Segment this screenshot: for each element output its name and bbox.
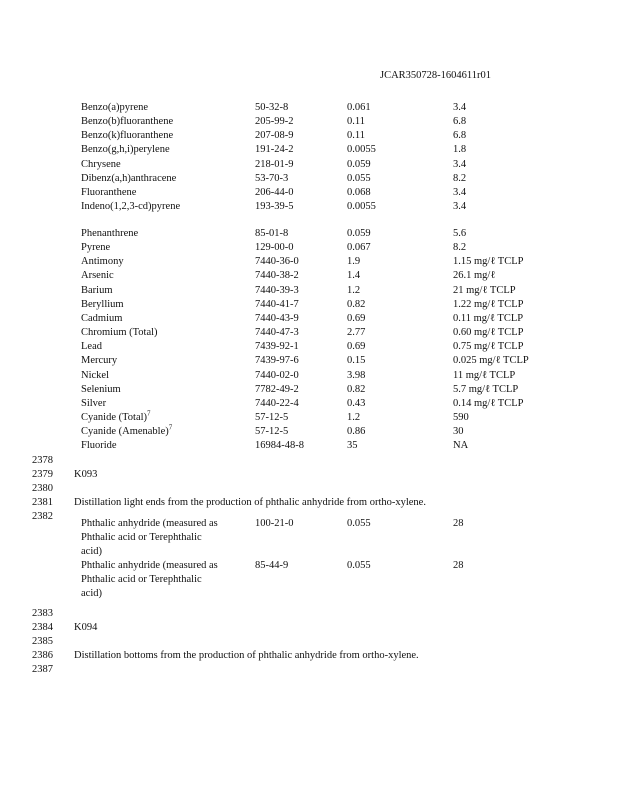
constituent-name: Phenanthrene <box>81 228 139 239</box>
table-row <box>0 299 621 313</box>
nonwastewater-value: 1.15 mg/ℓ TCLP <box>453 256 524 268</box>
constituent-name: Fluoranthene <box>81 186 137 198</box>
cas-number: 218-01-9 <box>255 158 294 170</box>
wastewater-value: 1.4 <box>347 270 361 282</box>
constituent-name: Chrysene <box>81 158 121 170</box>
table-row <box>0 398 621 412</box>
wastewater-value: 0.0055 <box>347 144 376 156</box>
cas-number: 7439-97-6 <box>255 355 299 367</box>
waste-code-k093: K093 <box>74 469 98 480</box>
wastewater-value: 0.69 <box>347 312 366 324</box>
nonwastewater-value: 1.22 mg/ℓ TCLP <box>453 298 524 310</box>
constituent-name: Pyrene <box>81 242 111 254</box>
nonwastewater-value: 11 mg/ℓ TCLP <box>453 369 516 381</box>
wastewater-value: 0.067 <box>347 242 371 254</box>
line-number: 2386 <box>32 650 53 661</box>
line-number: 2383 <box>32 608 53 619</box>
constituent-name: Selenium <box>81 383 121 395</box>
constituent-name: Chromium (Total) <box>81 327 158 339</box>
cas-number: 207-08-9 <box>255 130 294 142</box>
wastewater-value: 3.98 <box>347 369 366 381</box>
wastewater-value: 0.0055 <box>347 201 376 213</box>
wastewater-value: 0.061 <box>347 102 371 113</box>
constituent-name: acid) <box>81 546 102 557</box>
line-number: 2382 <box>32 511 53 522</box>
table-row <box>0 370 621 384</box>
waste-code-k094: K094 <box>74 622 98 633</box>
table-row <box>0 159 621 173</box>
wastewater-value: 0.055 <box>347 172 371 184</box>
nonwastewater-value: 0.11 mg/ℓ TCLP <box>453 312 524 324</box>
cas-number: 50-32-8 <box>255 102 289 113</box>
wastewater-value: 2.77 <box>347 327 366 339</box>
nonwastewater-value: 3.4 <box>453 186 467 198</box>
cas-number: 7440-43-9 <box>255 312 299 324</box>
nonwastewater-value: 21 mg/ℓ TCLP <box>453 284 516 296</box>
nonwastewater-value: 6.8 <box>453 130 467 142</box>
cas-number: 7440-41-7 <box>255 298 299 310</box>
table-row <box>0 384 621 398</box>
wastewater-value: 1.2 <box>347 411 361 423</box>
constituent-name: Barium <box>81 284 113 296</box>
wastewater-value: 0.068 <box>347 186 371 198</box>
nonwastewater-value: 30 <box>453 426 464 438</box>
nonwastewater-value: 26.1 mg/ℓ <box>453 270 496 282</box>
constituent-name: Benzo(b)fluoranthene <box>81 116 174 128</box>
nonwastewater-value: 28 <box>453 518 464 529</box>
cas-number: 85-01-8 <box>255 228 289 239</box>
line-number: 2378 <box>32 455 53 466</box>
constituent-name: Antimony <box>81 256 124 268</box>
constituent-name: Benzo(k)fluoranthene <box>81 130 174 142</box>
wastewater-value: 0.82 <box>347 298 366 310</box>
cas-number: 57-12-5 <box>255 426 289 438</box>
cas-number: 57-12-5 <box>255 411 289 423</box>
constituent-name: Mercury <box>81 355 118 367</box>
table-row <box>0 409 621 426</box>
table-row <box>0 228 621 242</box>
wastewater-value: 0.055 <box>347 560 371 571</box>
constituent-name: Phthalic acid or Terephthalic <box>81 532 202 543</box>
cas-number: 7440-38-2 <box>255 270 299 282</box>
table-row <box>0 130 621 144</box>
wastewater-value: 0.11 <box>347 130 365 142</box>
nonwastewater-value: 0.75 mg/ℓ TCLP <box>453 341 524 353</box>
cas-number: 7782-49-2 <box>255 383 299 395</box>
table-row <box>0 116 621 130</box>
wastewater-value: 0.86 <box>347 426 366 438</box>
constituent-name: Beryllium <box>81 298 124 310</box>
line-number: 2381 <box>32 497 53 508</box>
constituent-name: Cadmium <box>81 312 123 324</box>
nonwastewater-value: 6.8 <box>453 116 467 128</box>
constituent-name: Benzo(a)pyrene <box>81 102 149 113</box>
table-row <box>0 341 621 355</box>
footnote-marker: 7 <box>168 423 173 432</box>
cas-number: 7439-92-1 <box>255 341 299 353</box>
line-number: 2379 <box>32 469 53 480</box>
footnote-marker: 7 <box>147 409 151 418</box>
nonwastewater-value: 8.2 <box>453 242 467 254</box>
cas-number: 191-24-2 <box>255 144 294 156</box>
cas-number: 16984-48-8 <box>255 440 304 452</box>
constituent-name: acid) <box>81 588 102 599</box>
wastewater-value: 35 <box>347 440 358 452</box>
cas-number: 7440-39-3 <box>255 284 299 296</box>
cas-number: 7440-47-3 <box>255 327 299 339</box>
nonwastewater-value: NA <box>453 440 469 452</box>
table-row <box>0 242 621 256</box>
wastewater-value: 0.059 <box>347 228 371 239</box>
constituent-name: Indeno(1,2,3-cd)pyrene <box>81 201 181 213</box>
constituent-name: Lead <box>81 341 102 353</box>
constituent-name: Cyanide (Total)$^7$ <box>81 409 151 423</box>
constituent-name: Benzo(g,h,i)perylene <box>81 144 170 156</box>
table-row <box>0 201 621 215</box>
line-number: 2385 <box>32 636 53 647</box>
wastewater-value: 1.2 <box>347 284 361 296</box>
table-row <box>0 285 621 299</box>
wastewater-value: 0.11 <box>347 116 365 128</box>
wastewater-value: 0.43 <box>347 397 366 409</box>
constituent-name: Arsenic <box>81 270 114 282</box>
nonwastewater-value: 3.4 <box>453 201 467 213</box>
table-row <box>0 327 621 341</box>
table-row <box>0 173 621 187</box>
wastewater-value: 0.055 <box>347 518 371 529</box>
nonwastewater-value: 3.4 <box>453 158 467 170</box>
constituent-name: Silver <box>81 397 107 409</box>
constituent-name: Dibenz(a,h)anthracene <box>81 172 177 184</box>
constituent-name: Cyanide (Amenable)$^7$ <box>81 423 173 438</box>
nonwastewater-value: 5.7 mg/ℓ TCLP <box>453 383 519 395</box>
table-row <box>0 144 621 158</box>
wastewater-value: 0.69 <box>347 341 366 353</box>
line-number: 2384 <box>32 622 53 633</box>
nonwastewater-value: 5.6 <box>453 228 467 239</box>
nonwastewater-value: 0.60 mg/ℓ TCLP <box>453 327 524 339</box>
line-number: 2387 <box>32 664 53 675</box>
cas-number: 205-99-2 <box>255 116 294 128</box>
constituent-name: Phthalic anhydride (measured as <box>81 518 218 529</box>
wastewater-value: 0.82 <box>347 383 366 395</box>
line-number: 2380 <box>32 483 53 494</box>
k094-description: Distillation bottoms from the production of phthalic anhydride from ortho-xylene. <box>74 650 419 661</box>
nonwastewater-value: 3.4 <box>453 102 467 113</box>
nonwastewater-value: 0.14 mg/ℓ TCLP <box>453 397 524 409</box>
table-row <box>0 440 621 454</box>
cas-number: 193-39-5 <box>255 201 294 213</box>
cas-number: 85-44-9 <box>255 560 289 571</box>
constituent-name: Phthalic anhydride (measured as <box>81 560 218 571</box>
cas-number: 7440-36-0 <box>255 256 299 268</box>
constituent-name: Nickel <box>81 369 109 381</box>
nonwastewater-value: 1.8 <box>453 144 467 156</box>
cas-number: 100-21-0 <box>255 518 294 529</box>
wastewater-value: 0.059 <box>347 158 371 170</box>
k093-description: Distillation light ends from the production of phthalic anhydride from ortho-xylene. <box>74 497 426 508</box>
wastewater-value: 1.9 <box>347 256 361 268</box>
constituent-name: Fluoride <box>81 440 117 452</box>
nonwastewater-value: 0.025 mg/ℓ TCLP <box>453 355 529 367</box>
nonwastewater-value: 590 <box>453 411 469 423</box>
table-row <box>0 423 621 440</box>
cas-number: 129-00-0 <box>255 242 294 254</box>
table-row <box>0 187 621 201</box>
cas-number: 206-44-0 <box>255 186 294 198</box>
table-row <box>0 256 621 270</box>
nonwastewater-value: 8.2 <box>453 172 467 184</box>
cas-number: 53-70-3 <box>255 172 289 184</box>
constituent-name: Phthalic acid or Terephthalic <box>81 574 202 585</box>
table-row <box>0 270 621 284</box>
cas-number: 7440-22-4 <box>255 397 299 409</box>
wastewater-value: 0.15 <box>347 355 366 367</box>
cas-number: 7440-02-0 <box>255 369 299 381</box>
table-row <box>0 313 621 327</box>
table-row <box>0 355 621 369</box>
nonwastewater-value: 28 <box>453 560 464 571</box>
document-id: JCAR350728-1604611r01 <box>380 70 492 81</box>
table-row <box>0 102 621 116</box>
